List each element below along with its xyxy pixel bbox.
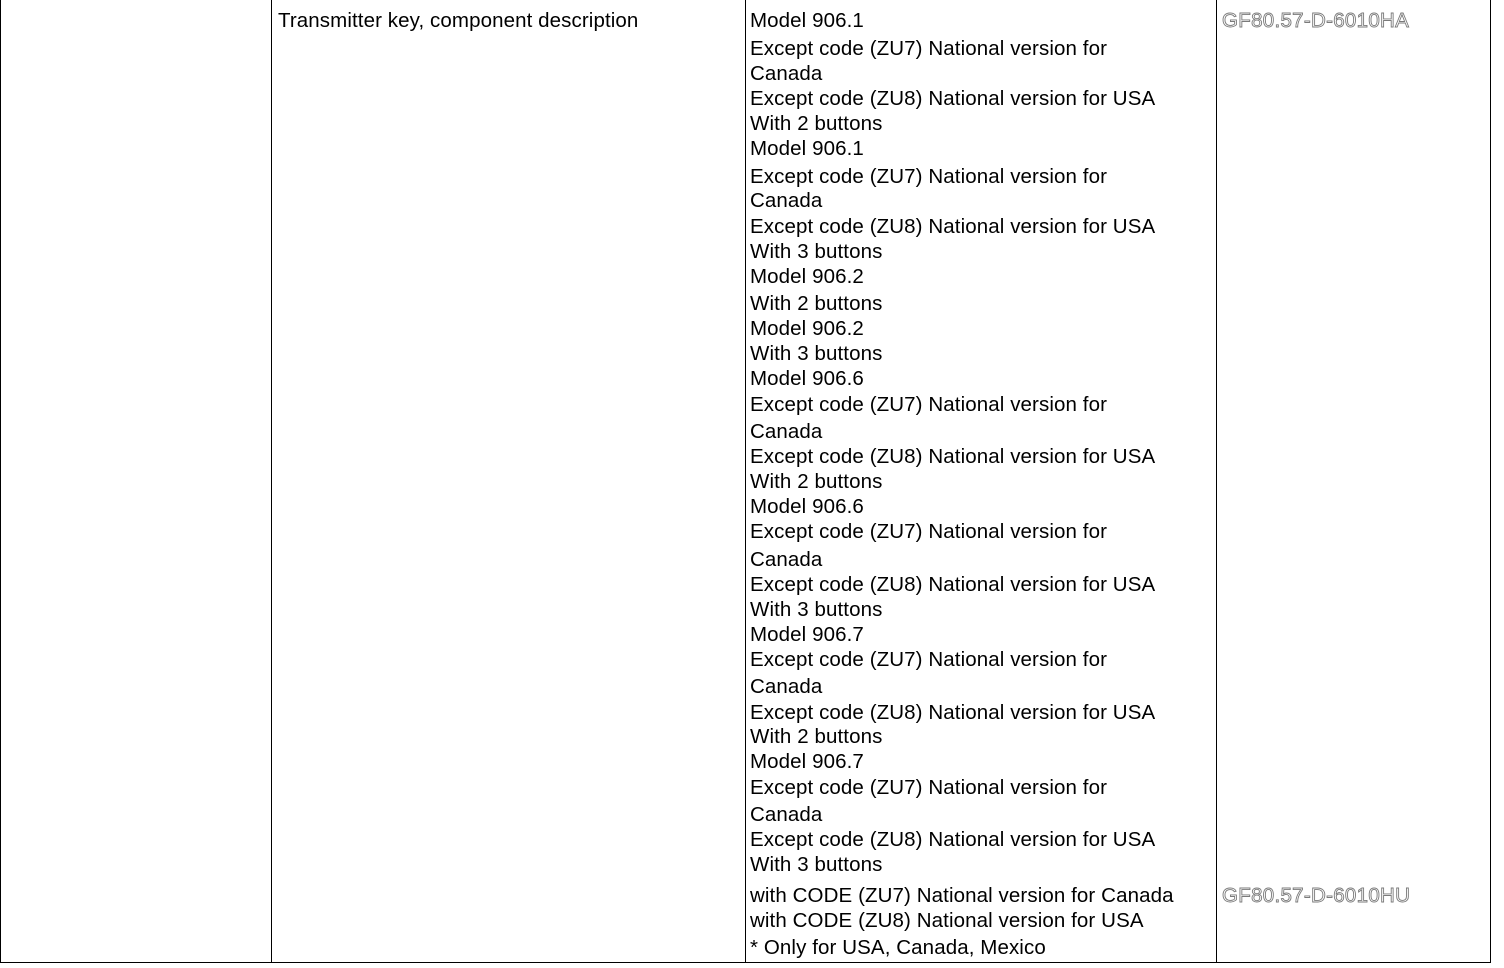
column-divider-2 <box>745 0 746 963</box>
table-border-bottom <box>0 962 1491 963</box>
spec-line: Model 906.1 <box>750 9 864 32</box>
column-divider-1 <box>271 0 272 963</box>
part-number-link[interactable]: GF80.57-D-6010HU <box>1222 884 1411 907</box>
spec-line: Model 906.7 <box>750 750 864 773</box>
spec-line: Model 906.6 <box>750 495 864 518</box>
spec-line: With 2 buttons <box>750 292 883 315</box>
spec-line: Except code (ZU7) National version for <box>750 37 1108 60</box>
spec-line: With 3 buttons <box>750 853 883 876</box>
spec-line: With 2 buttons <box>750 470 883 493</box>
spec-line: Except code (ZU8) National version for USA <box>750 573 1156 596</box>
spec-line: Canada <box>750 189 823 212</box>
spec-line: Except code (ZU7) National version for <box>750 165 1108 188</box>
spec-line: Except code (ZU7) National version for <box>750 776 1108 799</box>
spec-line: Except code (ZU7) National version for <box>750 648 1108 671</box>
spec-line: with CODE (ZU7) National version for Canada <box>750 884 1174 907</box>
spec-line: With 2 buttons <box>750 112 883 135</box>
spec-line: With 3 buttons <box>750 342 883 365</box>
spec-line: with CODE (ZU8) National version for USA <box>750 909 1144 932</box>
spec-line: Except code (ZU7) National version for <box>750 520 1108 543</box>
spec-line: Model 906.6 <box>750 367 864 390</box>
spec-line: Model 906.7 <box>750 623 864 646</box>
spec-line: Canada <box>750 62 823 85</box>
spec-line: Except code (ZU8) National version for USA <box>750 445 1156 468</box>
spec-line: * Only for USA, Canada, Mexico <box>750 936 1046 959</box>
table-border-right <box>1490 0 1491 963</box>
spec-line: Model 906.1 <box>750 137 864 160</box>
spec-line: Canada <box>750 548 823 571</box>
spec-line: Except code (ZU7) National version for <box>750 393 1108 416</box>
spec-line: Except code (ZU8) National version for USA <box>750 215 1156 238</box>
spec-line: With 2 buttons <box>750 725 883 748</box>
component-description: Transmitter key, component description <box>278 9 639 32</box>
spec-line: Canada <box>750 803 823 826</box>
column-divider-3 <box>1216 0 1217 963</box>
spec-line: Except code (ZU8) National version for USA <box>750 828 1156 851</box>
spec-line: With 3 buttons <box>750 598 883 621</box>
part-number-link[interactable]: GF80.57-D-6010HA <box>1222 9 1410 32</box>
spec-line: Canada <box>750 675 823 698</box>
table-border-left <box>0 0 1 963</box>
spec-line: Except code (ZU8) National version for USA <box>750 87 1156 110</box>
spec-line: Model 906.2 <box>750 265 864 288</box>
spec-line: Except code (ZU8) National version for USA <box>750 701 1156 724</box>
spec-line: Canada <box>750 420 823 443</box>
spec-line: Model 906.2 <box>750 317 864 340</box>
spec-line: With 3 buttons <box>750 240 883 263</box>
